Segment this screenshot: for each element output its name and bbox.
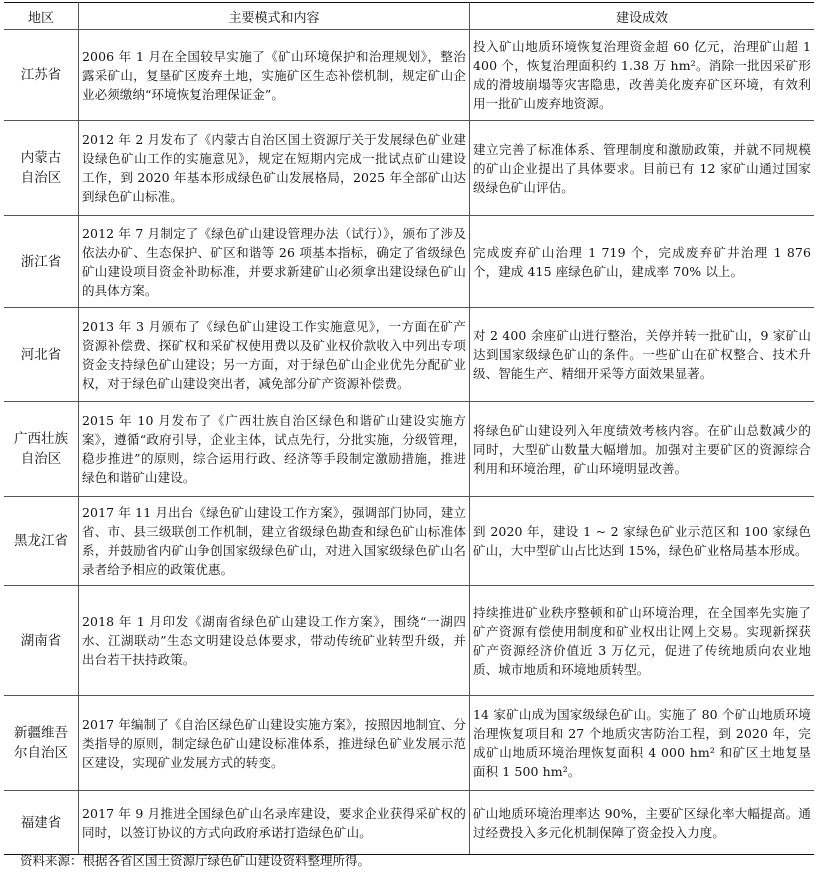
table-row <box>4 696 814 791</box>
region-cell <box>4 121 79 216</box>
table-row <box>4 308 814 402</box>
table-row <box>4 30 814 121</box>
mode-cell: 2006 年 1 月在全国较早实施了《矿山环境保护和治理规划》，整治露采矿山，复垦矿区废弃土地，实施矿区生态补偿机制，规定矿山企业必须缴纳“环境恢复治理保证金”。 <box>79 30 470 121</box>
table-header-row <box>4 3 814 30</box>
mode-cell: 2012 年 2 月发布了《内蒙古自治区国土资源厅关于发展绿色矿业建设绿色矿山工作的实施意见》，规定在短期内完成一批试点矿山建设工作，到 2020 年基本形成绿色矿山发展格局，2025 年全部矿山达到绿色矿山标准。 <box>79 121 470 216</box>
region-cell: 湖南省 <box>4 586 79 696</box>
table-row <box>4 586 814 696</box>
header-mode: 主要模式和内容 <box>79 3 470 30</box>
region-cell: 浙江省 <box>4 216 79 308</box>
result-cell: 投入矿山地质环境恢复治理资金超 60 亿元，治理矿山超 1 400 个，恢复治理面积约 1.38 万 hm²。消除一批因采矿形成的滑坡崩塌等灾害隐患，改善美化废弃矿区环境，有效利用一批矿山废弃地资源。 <box>470 30 815 121</box>
region-label: 内蒙古自治区 <box>20 150 62 186</box>
mode-cell: 2017 年 11 月出台《绿色矿山建设工作方案》，强调部门协同，建立省、市、县三级联创工作机制，建立省级绿色勘查和绿色矿山标准体系，并鼓励省内矿山争创国家级绿色矿山，对进入国家级绿色矿山名录者给予相应的政策优惠。 <box>79 497 470 586</box>
region-cell: 河北省 <box>4 308 79 402</box>
result-cell: 对 2 400 余座矿山进行整治，关停并转一批矿山，9 家矿山达到国家级绿色矿山的条件。一些矿山在矿权整合、技术升级、智能生产、精细开采等方面效果显著。 <box>470 308 815 402</box>
source-note: 资料来源：根据各省区国土资源厅绿色矿山建设资料整理所得。 <box>20 853 371 868</box>
region-cell: 福建省 <box>4 791 79 855</box>
region-cell: 江苏省 <box>4 30 79 121</box>
region-cell: 黑龙江省 <box>4 497 79 586</box>
region-label: 新疆维吾尔自治区 <box>14 725 68 761</box>
mode-cell: 2017 年编制了《自治区绿色矿山建设实施方案》，按照因地制宜、分类指导的原则，制定绿色矿山建设标准体系，推进绿色矿业发展示范区建设，实现矿业发展方式的转变。 <box>79 696 470 791</box>
mode-cell: 2012 年 7 月制定了《绿色矿山建设管理办法（试行）》，颁布了涉及依法办矿、生态保护、矿区和谐等 26 项基本指标，确定了省级绿色矿山建设项目资金补助标准，并要求新建矿山必须拿出建设绿色矿山的具体方案。 <box>79 216 470 308</box>
mode-cell: 2013 年 3 月颁布了《绿色矿山建设工作实施意见》，一方面在矿产资源补偿费、探矿权和采矿权使用费以及矿业权价款收入中列出专项资金支持绿色矿山建设；另一方面，对于绿色矿山企业优先分配矿业权，对于绿色矿山建设突出者，减免部分矿产资源补偿费。 <box>79 308 470 402</box>
green-mine-table <box>4 2 814 855</box>
mode-cell: 2017 年 9 月推进全国绿色矿山名录库建设，要求企业获得采矿权的同时，以签订协议的方式向政府承诺打造绿色矿山。 <box>79 791 470 855</box>
result-cell: 到 2020 年，建设 1 ~ 2 家绿色矿业示范区和 100 家绿色矿山，大中型矿山占比达到 15%，绿色矿业格局基本形成。 <box>470 497 815 586</box>
region-cell <box>4 696 79 791</box>
region-label: 广西壮族自治区 <box>14 431 68 467</box>
mode-cell: 2018 年 1 月印发《湖南省绿色矿山建设工作方案》，围绕“一湖四水、江湖联动”生态文明建设总体要求，带动传统矿业转型升级，并出台若干扶持政策。 <box>79 586 470 696</box>
table-row <box>4 791 814 855</box>
table-row <box>4 216 814 308</box>
result-cell: 矿山地质环境治理率达 90%，主要矿区绿化率大幅提高。通过经费投入多元化机制保障了资金投入力度。 <box>470 791 815 855</box>
header-result: 建设成效 <box>470 3 815 30</box>
result-cell: 持续推进矿业秩序整顿和矿山环境治理，在全国率先实施了矿产资源有偿使用制度和矿业权出让网上交易。实现新探获矿产资源经济价值近 3 万亿元，促进了传统地质向农业地质、城市地质和环境地质转型。 <box>470 586 815 696</box>
result-cell: 14 家矿山成为国家级绿色矿山。实施了 80 个矿山地质环境治理恢复项目和 27 个地质灾害防治工程，到 2020 年，完成矿山地质环境治理恢复面积 4 000 hm² 和矿区土地复垦面积 1 500 hm²。 <box>470 696 815 791</box>
table-row <box>4 402 814 497</box>
table-row <box>4 121 814 216</box>
mode-cell: 2015 年 10 月发布了《广西壮族自治区绿色和谐矿山建设实施方案》，遵循“政府引导，企业主体，试点先行，分批实施，分级管理，稳步推进”的原则，综合运用行政、经济等手段制定激励措施，推进绿色和谐矿山建设。 <box>79 402 470 497</box>
result-cell: 建立完善了标准体系、管理制度和激励政策，并就不同规模的矿山企业提出了具体要求。目前已有 12 家矿山通过国家级绿色矿山评估。 <box>470 121 815 216</box>
result-cell: 完成废弃矿山治理 1 719 个，完成废弃矿井治理 1 876 个，建成 415 座绿色矿山，建成率 70% 以上。 <box>470 216 815 308</box>
region-cell <box>4 402 79 497</box>
result-cell: 将绿色矿山建设列入年度绩效考核内容。在矿山总数减少的同时，大型矿山数量大幅增加。加强对主要矿区的资源综合利用和环境治理，矿山环境明显改善。 <box>470 402 815 497</box>
table-row <box>4 497 814 586</box>
header-region: 地区 <box>4 3 79 30</box>
